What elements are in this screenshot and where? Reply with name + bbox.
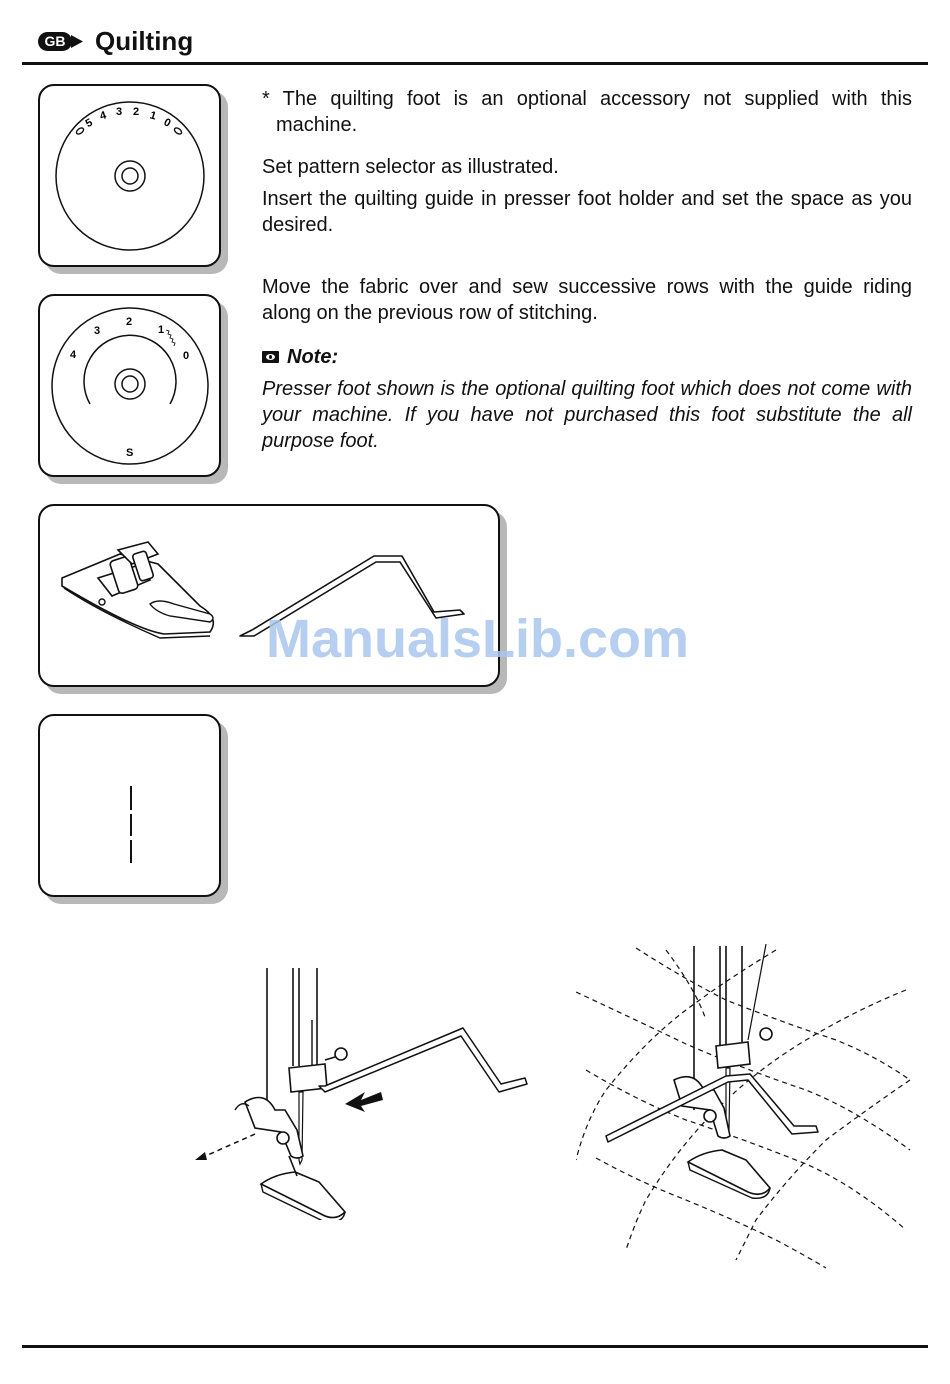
dial-label-0: 0: [161, 116, 173, 130]
pattern-label-s: S: [126, 447, 134, 459]
insert-arrow-icon: [345, 1092, 383, 1112]
pattern-label-0: 0: [183, 350, 190, 362]
pattern-label-2: 2: [126, 316, 133, 328]
pattern-selector-dial-panel: [38, 294, 221, 477]
dial-label-2: 2: [133, 106, 140, 118]
watermark: ManualsLib.com: [266, 609, 690, 669]
instructions-text: [262, 86, 912, 454]
note-eye-icon: [262, 351, 279, 363]
note-heading: [262, 344, 912, 370]
page-header: [22, 24, 928, 62]
footer-rule: [22, 1345, 928, 1348]
dial-label-1: 1: [148, 109, 158, 123]
dial-label-5: 5: [83, 116, 95, 131]
straight-stitch-panel: [38, 714, 221, 897]
header-rule: [22, 62, 928, 65]
page-title: Quilting: [95, 26, 194, 56]
quilting-rows-illustration: [576, 940, 916, 1270]
note-title: Note:: [287, 346, 339, 368]
dial-label-4: 4: [98, 109, 108, 123]
dial-label-3: 3: [116, 106, 123, 118]
straight-stitch-icon: [40, 716, 220, 896]
pattern-label-4: 4: [70, 349, 77, 361]
stitch-length-dial-icon: [40, 86, 220, 266]
step-move-fabric: Move the fabric over and sew successive rows with the guide riding along on the previous row of stitching.: [262, 276, 912, 324]
note-text: Presser foot shown is the optional quilting foot which does not come with your machine. If you have not purchased this foot substitute the all purpose foot.: [262, 378, 912, 452]
language-badge: GB: [38, 32, 72, 51]
badge-arrow-icon: [71, 35, 85, 49]
move-direction-arrow-icon: [195, 1152, 207, 1160]
footnote-text: * The quilting foot is an optional accessory not supplied with this machine.: [262, 88, 912, 136]
step-set-pattern: Set pattern selector as illustrated.: [262, 156, 559, 178]
pattern-selector-dial-icon: [40, 296, 220, 476]
stitch-length-dial-panel: [38, 84, 221, 267]
insert-guide-illustration: [185, 960, 545, 1220]
pattern-label-1: 1: [158, 324, 165, 336]
step-insert-guide: Insert the quilting guide in presser foot holder and set the space as you desired.: [262, 188, 912, 236]
pattern-label-3: 3: [94, 325, 101, 337]
